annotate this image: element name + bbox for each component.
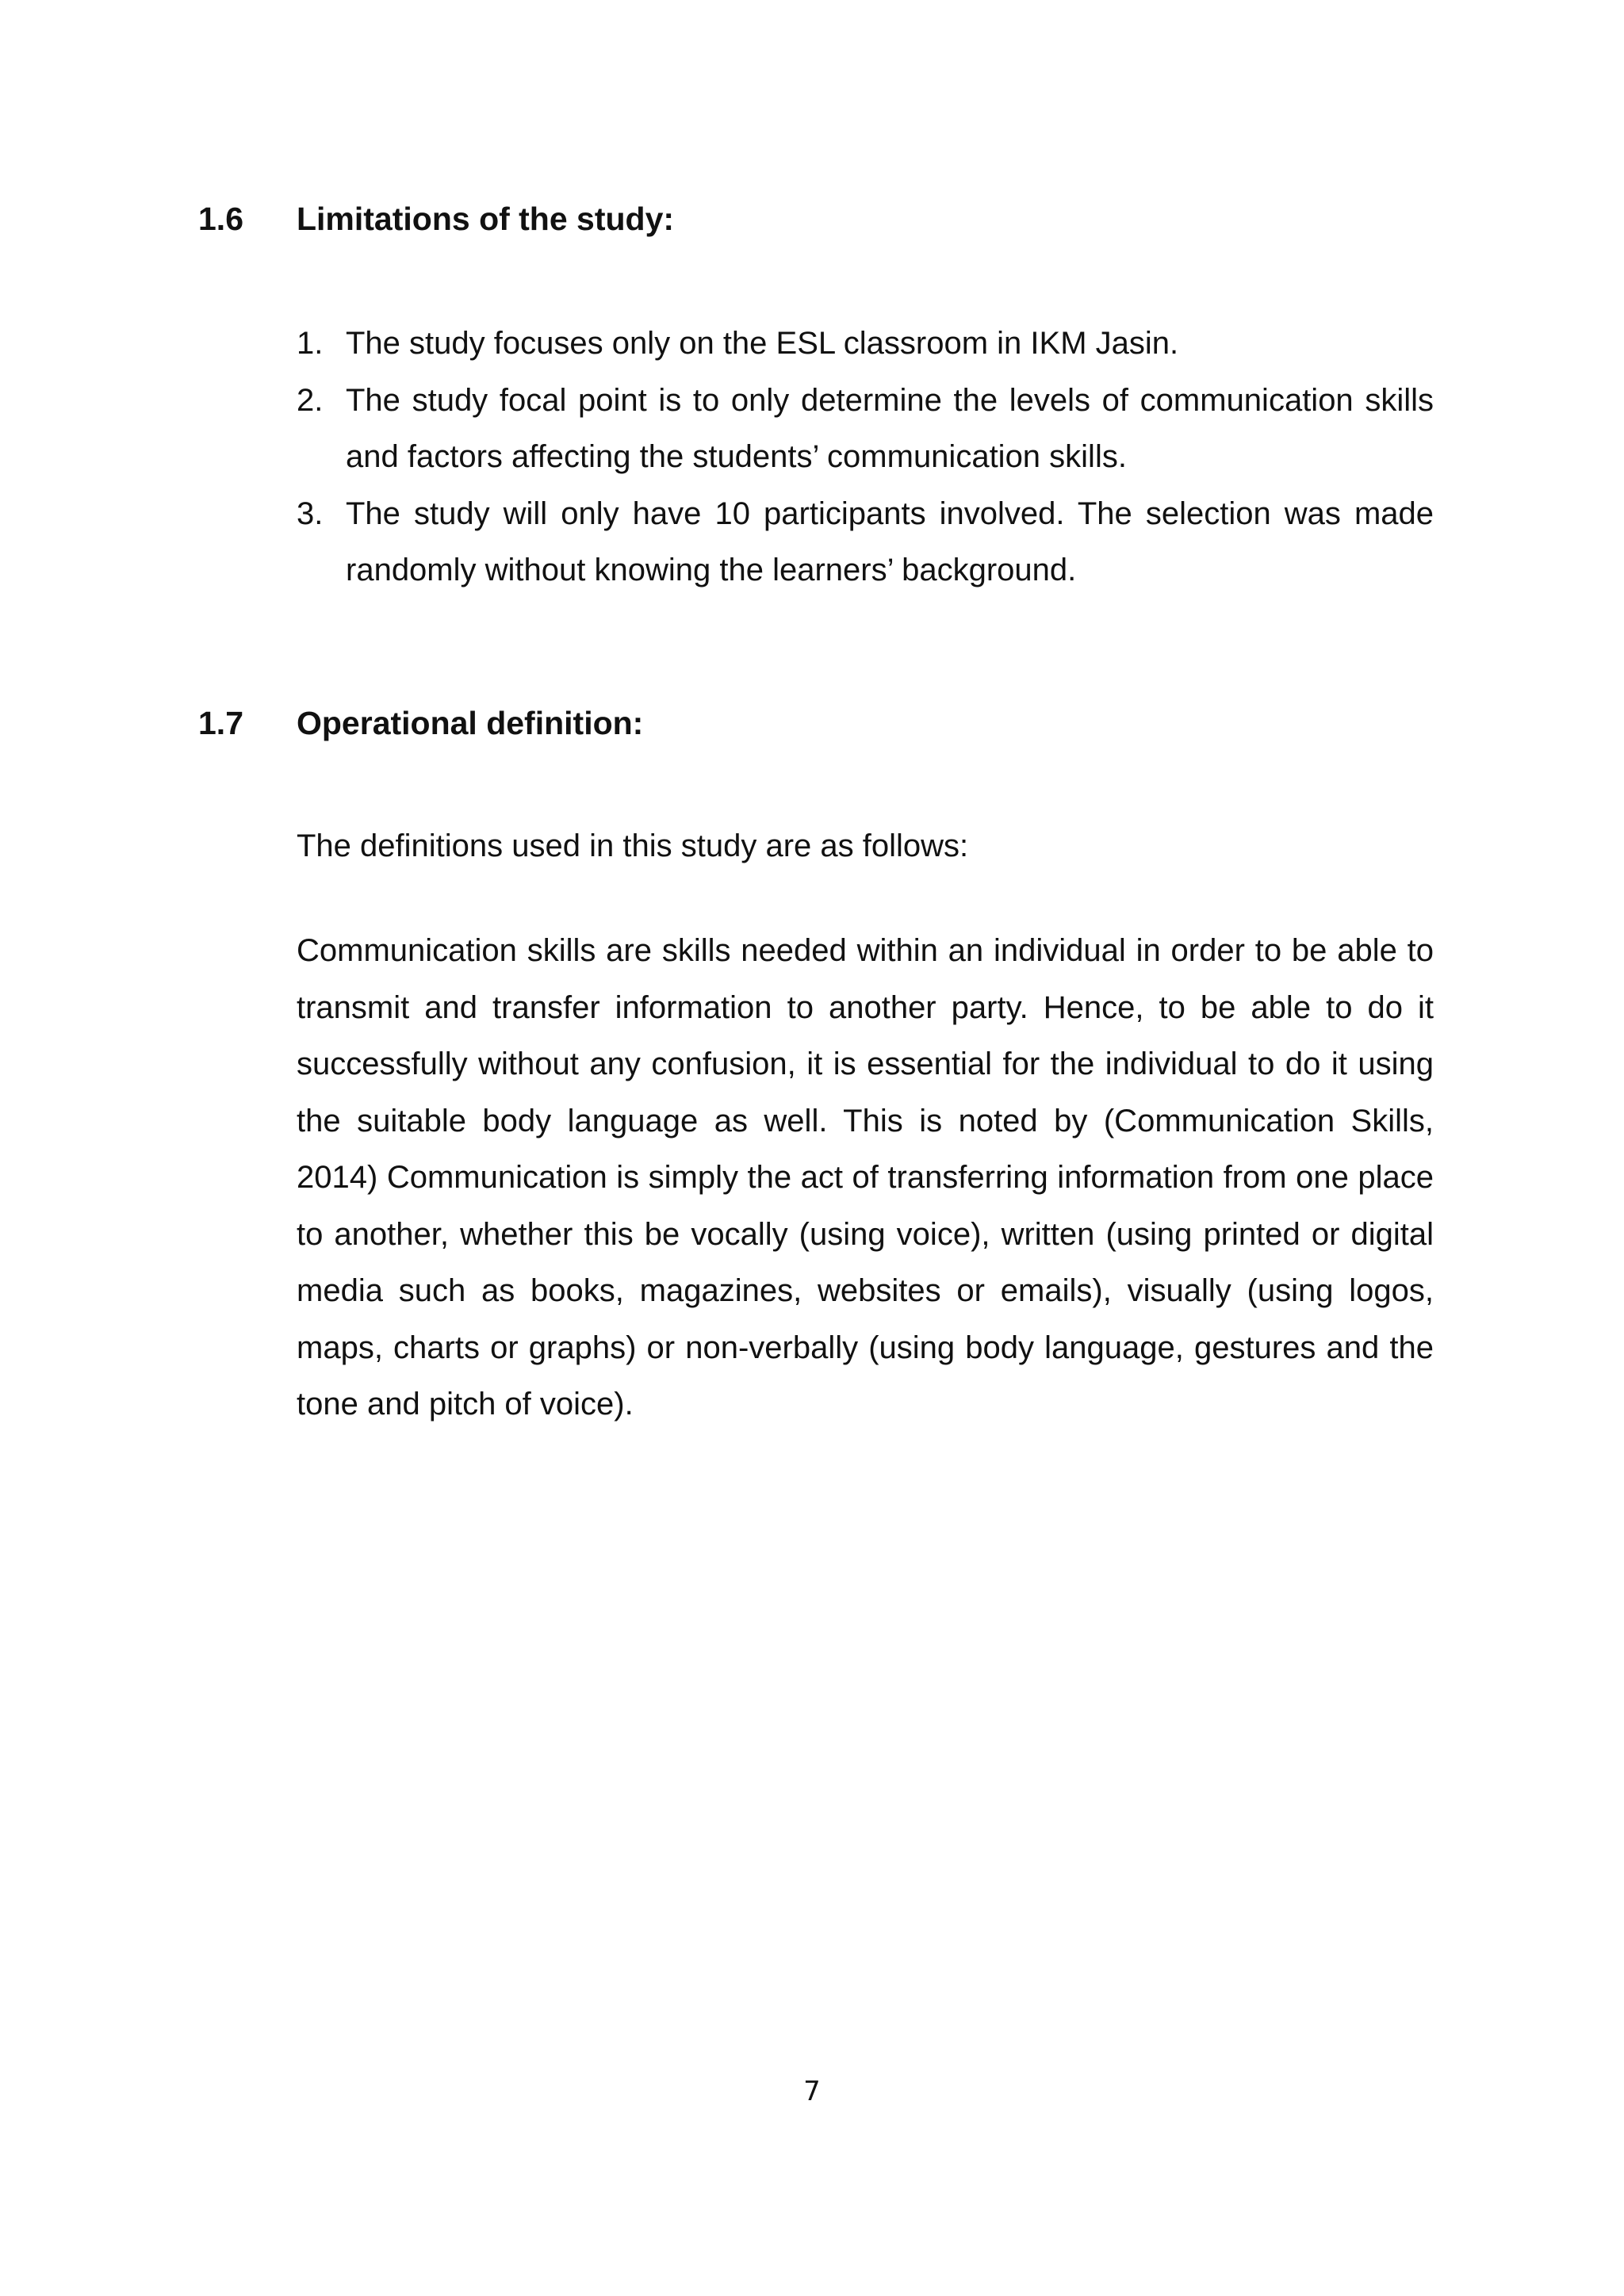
section-title: Limitations of the study: [297,201,675,237]
definition-paragraph: Communication skills are skills needed within an individual in order to be able to transmit and transfer information to another party. Hence, to be able to do it successfully without any confusion, it is essential for the individual to do it using the suitable body language as well. This is noted by (Communication Skills, 2014) Communication is simply the act of transferring information from one place to another, whether this be vocally (using voice), written (using printed or digital media such as books, magazines, websites or emails), visually (using logos, maps, charts or graphs) or non-verbally (using body language, gestures and the tone and pitch of voice). [297,933,1434,1422]
list-item [297,486,1434,599]
list-item-text: The study will only have 10 participants involved. The selection was made randomly without knowing the learners’ background. [346,496,1434,587]
page-number: 7 [803,2076,821,2107]
list-item-text: The study focuses only on the ESL classroom in IKM Jasin. [346,326,1179,361]
list-marker: 1. [297,326,324,361]
section-heading-limitations [198,203,674,235]
list-item [297,373,1434,486]
section-number: 1.7 [198,705,243,741]
definitions-intro: The definitions used in this study are as follows: [297,828,969,863]
section-number: 1.6 [198,201,243,237]
list-item [297,316,1434,373]
list-item-text: The study focal point is to only determine the levels of communication skills and factors affecting the students’ communication skills. [346,382,1434,474]
section-heading-operational-definition [198,707,643,740]
list-marker: 3. [297,496,324,531]
list-marker: 2. [297,382,324,418]
section-title: Operational definition: [297,705,644,741]
limitations-list [297,316,1434,599]
